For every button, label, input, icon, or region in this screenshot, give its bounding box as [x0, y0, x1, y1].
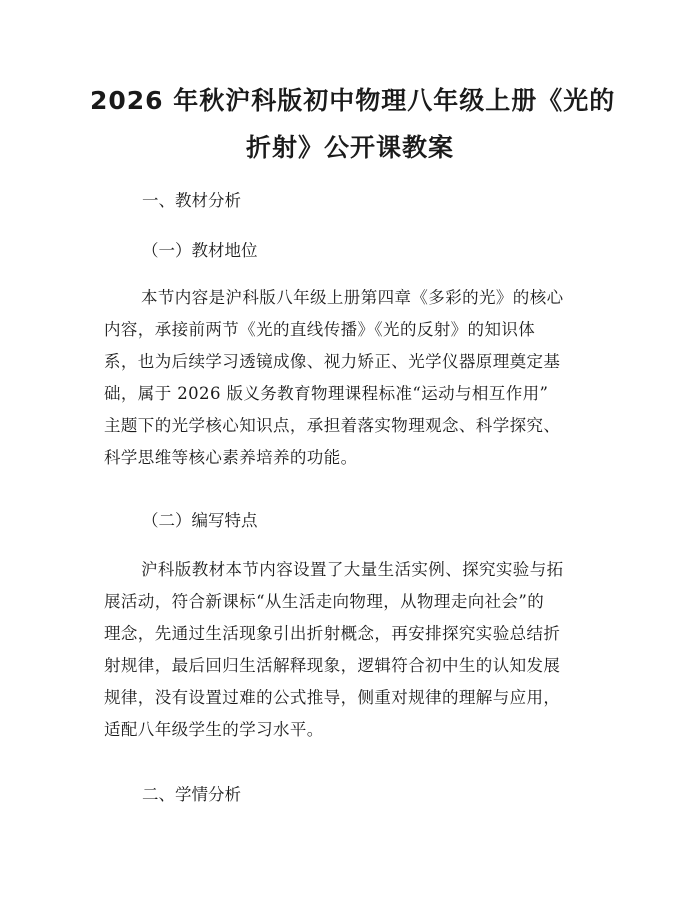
paragraph-line: 理念，先通过生活现象引出折射概念，再安排探究实验总结折	[104, 624, 561, 643]
section-heading-textbook-analysis: 一、教材分析	[142, 191, 241, 210]
paragraph-line: 沪科版教材本节内容设置了大量生活实例、探究实验与拓	[141, 560, 564, 579]
document-title-line-1: 2026 年秋沪科版初中物理八年级上册《光的	[90, 86, 616, 115]
subsection-heading-textbook-position: （一）教材地位	[142, 241, 258, 260]
paragraph-line: 规律，没有设置过难的公式推导，侧重对规律的理解与应用，	[104, 688, 561, 707]
paragraph-line: 射规律，最后回归生活解释现象，逻辑符合初中生的认知发展	[104, 656, 561, 675]
paragraph-line: 展活动，符合新课标“从生活走向物理，从物理走向社会”的	[104, 592, 545, 611]
paragraph-line: 系，也为后续学习透镜成像、视力矫正、光学仪器原理奠定基	[104, 352, 561, 371]
paragraph-line: 本节内容是沪科版八年级上册第四章《多彩的光》的核心	[141, 288, 564, 307]
paragraph-writing-features	[104, 554, 604, 746]
document-title-line-2: 折射》公开课教案	[245, 133, 454, 162]
paragraph-line: 适配八年级学生的学习水平。	[104, 720, 324, 739]
paragraph-textbook-position	[104, 282, 604, 474]
paragraph-line: 础，属于 2026 版义务教育物理课程标准“运动与相互作用”	[104, 384, 549, 403]
paragraph-line: 科学思维等核心素养培养的功能。	[104, 448, 358, 467]
subsection-heading-writing-features: （二）编写特点	[142, 511, 258, 530]
paragraph-line: 内容，承接前两节《光的直线传播》《光的反射》的知识体	[104, 320, 536, 339]
paragraph-line: 主题下的光学核心知识点，承担着落实物理观念、科学探究、	[104, 416, 561, 435]
section-heading-student-analysis: 二、学情分析	[142, 785, 241, 804]
